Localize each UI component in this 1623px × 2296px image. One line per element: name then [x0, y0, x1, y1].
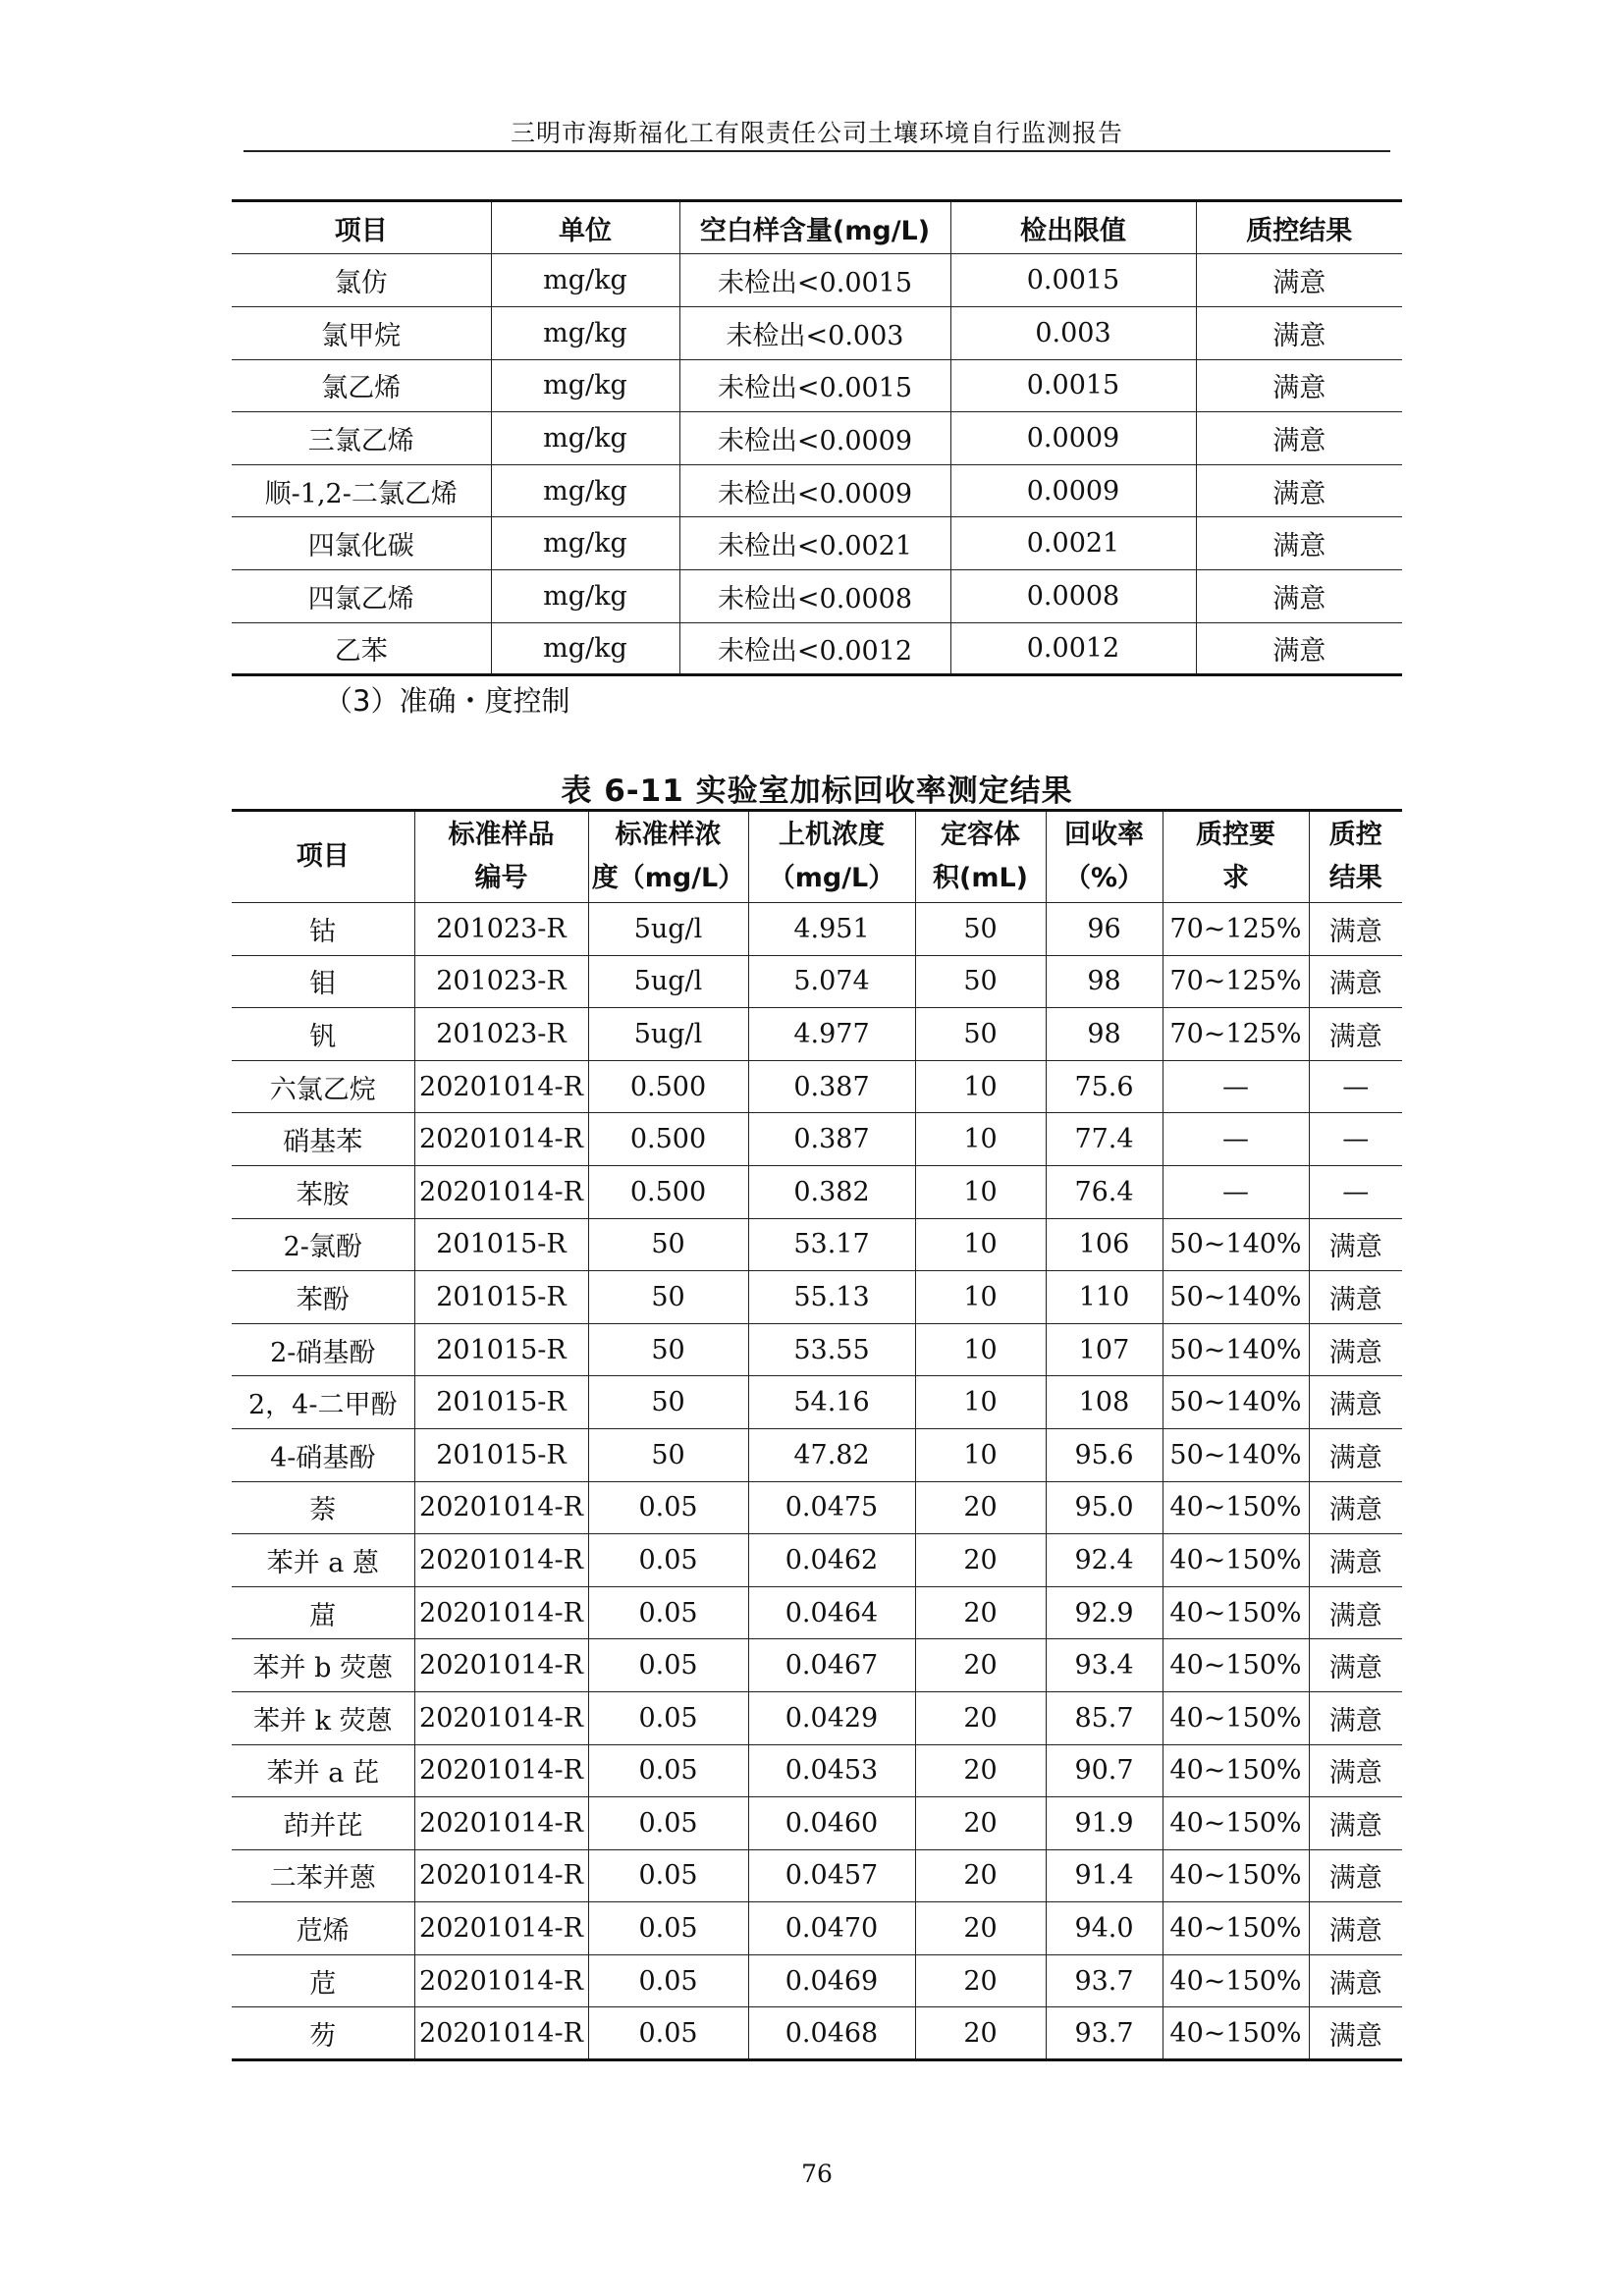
- table-cell: 106: [1046, 1218, 1163, 1271]
- table-cell: 20: [915, 1954, 1046, 2007]
- column-header-line: 回收率: [1064, 820, 1144, 850]
- table-cell: 0.0021: [950, 517, 1196, 570]
- table-cell: 91.9: [1046, 1797, 1163, 1850]
- column-header-line: 上机浓度: [779, 820, 885, 850]
- table-cell: 20201014-R: [414, 2007, 588, 2060]
- table-cell: 50: [588, 1218, 748, 1271]
- column-header-line: 定容体: [941, 820, 1020, 850]
- table-cell: —: [1163, 1060, 1309, 1113]
- table-cell: 55.13: [748, 1271, 915, 1324]
- recovery-rate-table: [232, 809, 1402, 2061]
- table-cell: 未检出<0.0009: [679, 464, 950, 517]
- table-cell: 5ug/l: [588, 955, 748, 1008]
- table-row: [232, 1481, 1402, 1534]
- table-caption: 表 6-11 实验室加标回收率测定结果: [561, 774, 1073, 809]
- table-cell: 未检出<0.0008: [679, 569, 950, 622]
- table-cell: 满意: [1196, 569, 1402, 622]
- table-cell: 70~125%: [1163, 1008, 1309, 1061]
- table-cell: —: [1163, 1165, 1309, 1218]
- table-cell: 40~150%: [1163, 1586, 1309, 1639]
- table-cell: 20: [915, 1639, 1046, 1692]
- table-cell: 2-硝基酚: [232, 1323, 414, 1376]
- table-cell: 0.0429: [748, 1691, 915, 1744]
- table-cell: 10: [915, 1428, 1046, 1481]
- table-cell: 硝基苯: [232, 1113, 414, 1166]
- table-cell: 0.0008: [950, 569, 1196, 622]
- table-cell: 0.0460: [748, 1797, 915, 1850]
- table-cell: 10: [915, 1376, 1046, 1429]
- table-cell: 0.0468: [748, 2007, 915, 2060]
- table-row: [232, 1902, 1402, 1955]
- table-cell: 顺-1,2-二氯乙烯: [232, 464, 491, 517]
- table-cell: 40~150%: [1163, 1481, 1309, 1534]
- table-cell: 20: [915, 1534, 1046, 1587]
- table-cell: 20201014-R: [414, 1954, 588, 2007]
- table-row: [232, 1218, 1402, 1271]
- table-cell: 0.0470: [748, 1902, 915, 1955]
- table-cell: 10: [915, 1323, 1046, 1376]
- table-cell: 茚并芘: [232, 1797, 414, 1850]
- table-cell: 70~125%: [1163, 903, 1309, 956]
- table-cell: 0.003: [950, 307, 1196, 360]
- table-cell: 20201014-R: [414, 1849, 588, 1902]
- table-cell: 0.387: [748, 1113, 915, 1166]
- table-row: [232, 1639, 1402, 1692]
- table-cell: 满意: [1309, 1797, 1402, 1850]
- table-cell: 201015-R: [414, 1376, 588, 1429]
- table-cell: 10: [915, 1060, 1046, 1113]
- table-cell: 苯酚: [232, 1271, 414, 1324]
- table-row: [232, 1954, 1402, 2007]
- table-row: [232, 1849, 1402, 1902]
- table-cell: 苯并 a 蒽: [232, 1534, 414, 1587]
- column-header-line: 标准样品: [448, 820, 555, 850]
- table-cell: 钼: [232, 955, 414, 1008]
- section-note: （3）准确・度控制: [324, 684, 570, 718]
- table-cell: 满意: [1309, 1376, 1402, 1429]
- table-cell: 4.977: [748, 1008, 915, 1061]
- table-cell: 77.4: [1046, 1113, 1163, 1166]
- table-cell: 110: [1046, 1271, 1163, 1324]
- table-cell: 95.0: [1046, 1481, 1163, 1534]
- table-cell: —: [1309, 1060, 1402, 1113]
- table-row: [232, 307, 1402, 360]
- column-header-line: 积(mL): [932, 863, 1029, 893]
- table-cell: 201015-R: [414, 1271, 588, 1324]
- table-cell: 50: [588, 1271, 748, 1324]
- table-cell: 92.9: [1046, 1586, 1163, 1639]
- table-cell: 4-硝基酚: [232, 1428, 414, 1481]
- table-cell: 满意: [1309, 1744, 1402, 1797]
- table-cell: 75.6: [1046, 1060, 1163, 1113]
- table-cell: 二苯并蒽: [232, 1849, 414, 1902]
- page-number: 76: [801, 2160, 833, 2188]
- table-cell: 0.05: [588, 1586, 748, 1639]
- table-cell: mg/kg: [491, 464, 679, 517]
- table-cell: 40~150%: [1163, 1639, 1309, 1692]
- column-header: [414, 811, 588, 903]
- table-cell: 20201014-R: [414, 1165, 588, 1218]
- table-cell: 0.0467: [748, 1639, 915, 1692]
- table-cell: 50: [588, 1376, 748, 1429]
- column-header-line: 度（mg/L）: [591, 863, 745, 893]
- table-cell: 20201014-R: [414, 1639, 588, 1692]
- column-header-line: 标准样浓: [615, 820, 722, 850]
- table-cell: 50: [915, 1008, 1046, 1061]
- table-cell: 钴: [232, 903, 414, 956]
- table-cell: 2-氯酚: [232, 1218, 414, 1271]
- table-row: [232, 1008, 1402, 1061]
- table-cell: 5.074: [748, 955, 915, 1008]
- table-cell: 98: [1046, 1008, 1163, 1061]
- table-cell: 满意: [1309, 1428, 1402, 1481]
- table-cell: 六氯乙烷: [232, 1060, 414, 1113]
- table-cell: 20: [915, 2007, 1046, 2060]
- table-cell: 0.0015: [950, 254, 1196, 307]
- table-cell: 76.4: [1046, 1165, 1163, 1218]
- table-cell: 201023-R: [414, 955, 588, 1008]
- table-cell: 满意: [1309, 1691, 1402, 1744]
- table-cell: 0.500: [588, 1060, 748, 1113]
- table-cell: 0.500: [588, 1165, 748, 1218]
- table-cell: 40~150%: [1163, 1534, 1309, 1587]
- table-row: [232, 1797, 1402, 1850]
- table-cell: 20201014-R: [414, 1113, 588, 1166]
- table-cell: 40~150%: [1163, 2007, 1309, 2060]
- table-cell: 20: [915, 1797, 1046, 1850]
- table-cell: 40~150%: [1163, 1849, 1309, 1902]
- table-cell: 201015-R: [414, 1323, 588, 1376]
- table-cell: 0.0015: [950, 359, 1196, 412]
- table-cell: 苯并 a 芘: [232, 1744, 414, 1797]
- table-cell: 0.05: [588, 1797, 748, 1850]
- table-cell: 10: [915, 1218, 1046, 1271]
- column-header: 单位: [491, 201, 679, 254]
- table-cell: 40~150%: [1163, 1902, 1309, 1955]
- table-cell: 0.05: [588, 1691, 748, 1744]
- column-header-line: 项目: [296, 841, 350, 872]
- column-header-line: 质控要: [1196, 820, 1275, 850]
- table-cell: 0.05: [588, 1534, 748, 1587]
- table-cell: 50: [915, 955, 1046, 1008]
- table-cell: —: [1309, 1113, 1402, 1166]
- table-cell: mg/kg: [491, 622, 679, 675]
- table-cell: 5ug/l: [588, 903, 748, 956]
- table-row: [232, 903, 1402, 956]
- table-cell: 0.0009: [950, 412, 1196, 465]
- table-cell: 53.55: [748, 1323, 915, 1376]
- column-header: 项目: [232, 201, 491, 254]
- table-cell: 54.16: [748, 1376, 915, 1429]
- table-cell: 未检出<0.0009: [679, 412, 950, 465]
- table-cell: 0.0469: [748, 1954, 915, 2007]
- table-cell: 2，4-二甲酚: [232, 1376, 414, 1429]
- table-cell: 90.7: [1046, 1744, 1163, 1797]
- table-row: [232, 955, 1402, 1008]
- column-header-line: 编号: [474, 863, 528, 893]
- table-cell: 氯乙烯: [232, 359, 491, 412]
- table-cell: 108: [1046, 1376, 1163, 1429]
- column-header-line: 结果: [1328, 863, 1382, 893]
- column-header-line: 求: [1222, 863, 1249, 893]
- table-row: [232, 1744, 1402, 1797]
- table-cell: 93.4: [1046, 1639, 1163, 1692]
- table-cell: 20201014-R: [414, 1691, 588, 1744]
- column-header-line: 质控: [1328, 820, 1382, 850]
- column-header: [232, 811, 414, 903]
- table-cell: 50: [588, 1428, 748, 1481]
- table-cell: 满意: [1309, 1639, 1402, 1692]
- table-cell: 4.951: [748, 903, 915, 956]
- table-row: [232, 359, 1402, 412]
- table-row: [232, 1323, 1402, 1376]
- column-header-line: （%）: [1063, 863, 1145, 893]
- table-cell: —: [1163, 1113, 1309, 1166]
- table-cell: 20201014-R: [414, 1797, 588, 1850]
- table-cell: 䓛: [232, 1586, 414, 1639]
- table-cell: 50~140%: [1163, 1271, 1309, 1324]
- table-cell: 5ug/l: [588, 1008, 748, 1061]
- table-cell: 满意: [1309, 1323, 1402, 1376]
- table-cell: 0.382: [748, 1165, 915, 1218]
- table-row: [232, 254, 1402, 307]
- table-cell: 201015-R: [414, 1428, 588, 1481]
- table-cell: 芴: [232, 2007, 414, 2060]
- table-cell: 0.0462: [748, 1534, 915, 1587]
- table-cell: mg/kg: [491, 569, 679, 622]
- table-cell: 氯甲烷: [232, 307, 491, 360]
- table-cell: 50: [915, 903, 1046, 956]
- column-header: [588, 811, 748, 903]
- table-row: [232, 2007, 1402, 2060]
- column-header: 质控结果: [1196, 201, 1402, 254]
- column-header-line: （mg/L）: [768, 863, 895, 893]
- table-cell: 10: [915, 1165, 1046, 1218]
- table-row: [232, 1271, 1402, 1324]
- table-cell: 20201014-R: [414, 1744, 588, 1797]
- table-cell: 0.05: [588, 1639, 748, 1692]
- table-row: [232, 1586, 1402, 1639]
- table-cell: 苊烯: [232, 1902, 414, 1955]
- table-cell: 满意: [1196, 622, 1402, 675]
- table-cell: 20: [915, 1691, 1046, 1744]
- table-cell: 钒: [232, 1008, 414, 1061]
- table-cell: 未检出<0.0012: [679, 622, 950, 675]
- table-cell: mg/kg: [491, 359, 679, 412]
- table-cell: 0.0457: [748, 1849, 915, 1902]
- table-cell: 0.0453: [748, 1744, 915, 1797]
- table-cell: 0.05: [588, 1849, 748, 1902]
- table-cell: 95.6: [1046, 1428, 1163, 1481]
- table-cell: 20201014-R: [414, 1060, 588, 1113]
- table-cell: 满意: [1309, 1849, 1402, 1902]
- table-cell: 47.82: [748, 1428, 915, 1481]
- table-cell: 满意: [1309, 1534, 1402, 1587]
- table-cell: 三氯乙烯: [232, 412, 491, 465]
- table-cell: 0.05: [588, 1902, 748, 1955]
- table-cell: 0.0475: [748, 1481, 915, 1534]
- table-cell: 满意: [1309, 1271, 1402, 1324]
- table-header-row: [232, 811, 1402, 903]
- table-cell: 40~150%: [1163, 1744, 1309, 1797]
- table-cell: 92.4: [1046, 1534, 1163, 1587]
- table-cell: 20: [915, 1481, 1046, 1534]
- table-cell: 53.17: [748, 1218, 915, 1271]
- table-cell: 满意: [1309, 2007, 1402, 2060]
- table-row: [232, 517, 1402, 570]
- table-cell: 满意: [1196, 412, 1402, 465]
- table-cell: 91.4: [1046, 1849, 1163, 1902]
- table-cell: 满意: [1309, 1954, 1402, 2007]
- table-cell: 0.05: [588, 2007, 748, 2060]
- table-cell: 10: [915, 1113, 1046, 1166]
- table-cell: 40~150%: [1163, 1954, 1309, 2007]
- table-cell: 50~140%: [1163, 1218, 1309, 1271]
- table-cell: 0.500: [588, 1113, 748, 1166]
- table-cell: 20201014-R: [414, 1481, 588, 1534]
- table-cell: 98: [1046, 955, 1163, 1008]
- table-cell: 四氯化碳: [232, 517, 491, 570]
- table-row: [232, 1113, 1402, 1166]
- table-cell: 满意: [1196, 464, 1402, 517]
- table-cell: 0.0009: [950, 464, 1196, 517]
- table-cell: 0.05: [588, 1481, 748, 1534]
- column-header: [915, 811, 1046, 903]
- blank-sample-table: [232, 199, 1402, 676]
- column-header: [1309, 811, 1402, 903]
- column-header: [748, 811, 915, 903]
- table-cell: 20: [915, 1744, 1046, 1797]
- table-cell: 0.0012: [950, 622, 1196, 675]
- table-cell: 四氯乙烯: [232, 569, 491, 622]
- table-row: [232, 622, 1402, 675]
- table-header-row: [232, 201, 1402, 254]
- header-rule: [243, 150, 1390, 152]
- table-row: [232, 1691, 1402, 1744]
- table-row: [232, 1534, 1402, 1587]
- table-cell: 93.7: [1046, 2007, 1163, 2060]
- table-cell: 0.0464: [748, 1586, 915, 1639]
- table-cell: 10: [915, 1271, 1046, 1324]
- table-cell: 0.05: [588, 1744, 748, 1797]
- table-cell: 40~150%: [1163, 1797, 1309, 1850]
- table-cell: mg/kg: [491, 517, 679, 570]
- table-cell: 201023-R: [414, 903, 588, 956]
- table-cell: mg/kg: [491, 412, 679, 465]
- table-cell: 未检出<0.0015: [679, 359, 950, 412]
- table-cell: 满意: [1309, 1902, 1402, 1955]
- table-cell: mg/kg: [491, 254, 679, 307]
- table-cell: 107: [1046, 1323, 1163, 1376]
- table-row: [232, 412, 1402, 465]
- column-header: [1046, 811, 1163, 903]
- table-cell: 萘: [232, 1481, 414, 1534]
- table-row: [232, 569, 1402, 622]
- table-cell: 满意: [1309, 1481, 1402, 1534]
- column-header: [1163, 811, 1309, 903]
- table-cell: 20: [915, 1586, 1046, 1639]
- table-cell: 未检出<0.003: [679, 307, 950, 360]
- table-cell: mg/kg: [491, 307, 679, 360]
- table-row: [232, 1428, 1402, 1481]
- table-cell: 满意: [1196, 307, 1402, 360]
- table-cell: 0.05: [588, 1954, 748, 2007]
- table-cell: 满意: [1309, 1586, 1402, 1639]
- table-row: [232, 464, 1402, 517]
- table-cell: 50: [588, 1323, 748, 1376]
- table-cell: 氯仿: [232, 254, 491, 307]
- table-cell: 苊: [232, 1954, 414, 2007]
- table-cell: 201023-R: [414, 1008, 588, 1061]
- table-cell: 满意: [1196, 254, 1402, 307]
- table-cell: 94.0: [1046, 1902, 1163, 1955]
- table-cell: 苯胺: [232, 1165, 414, 1218]
- table-cell: 40~150%: [1163, 1691, 1309, 1744]
- table-cell: 50~140%: [1163, 1376, 1309, 1429]
- table-cell: 85.7: [1046, 1691, 1163, 1744]
- table-cell: 满意: [1309, 1008, 1402, 1061]
- column-header: 空白样含量(mg/L): [679, 201, 950, 254]
- table-cell: 201015-R: [414, 1218, 588, 1271]
- table-cell: 20201014-R: [414, 1586, 588, 1639]
- table-cell: —: [1309, 1165, 1402, 1218]
- column-header: 检出限值: [950, 201, 1196, 254]
- table-cell: 93.7: [1046, 1954, 1163, 2007]
- table-cell: 50~140%: [1163, 1323, 1309, 1376]
- table-cell: 乙苯: [232, 622, 491, 675]
- table-cell: 96: [1046, 903, 1163, 956]
- table-row: [232, 1376, 1402, 1429]
- table-cell: 20: [915, 1849, 1046, 1902]
- table-cell: 0.387: [748, 1060, 915, 1113]
- table-cell: 满意: [1196, 517, 1402, 570]
- table-cell: 50~140%: [1163, 1428, 1309, 1481]
- table-cell: 满意: [1309, 1218, 1402, 1271]
- table-cell: 20201014-R: [414, 1534, 588, 1587]
- table-cell: 苯并 k 荧蒽: [232, 1691, 414, 1744]
- table-cell: 未检出<0.0015: [679, 254, 950, 307]
- table-cell: 20201014-R: [414, 1902, 588, 1955]
- table-cell: 苯并 b 荧蒽: [232, 1639, 414, 1692]
- table-cell: 满意: [1196, 359, 1402, 412]
- table-row: [232, 1060, 1402, 1113]
- table-row: [232, 1165, 1402, 1218]
- table-cell: 70~125%: [1163, 955, 1309, 1008]
- table-cell: 20: [915, 1902, 1046, 1955]
- table-cell: 未检出<0.0021: [679, 517, 950, 570]
- table-cell: 满意: [1309, 955, 1402, 1008]
- table-cell: 满意: [1309, 903, 1402, 956]
- page-header: 三明市海斯福化工有限责任公司土壤环境自行监测报告: [510, 119, 1123, 147]
